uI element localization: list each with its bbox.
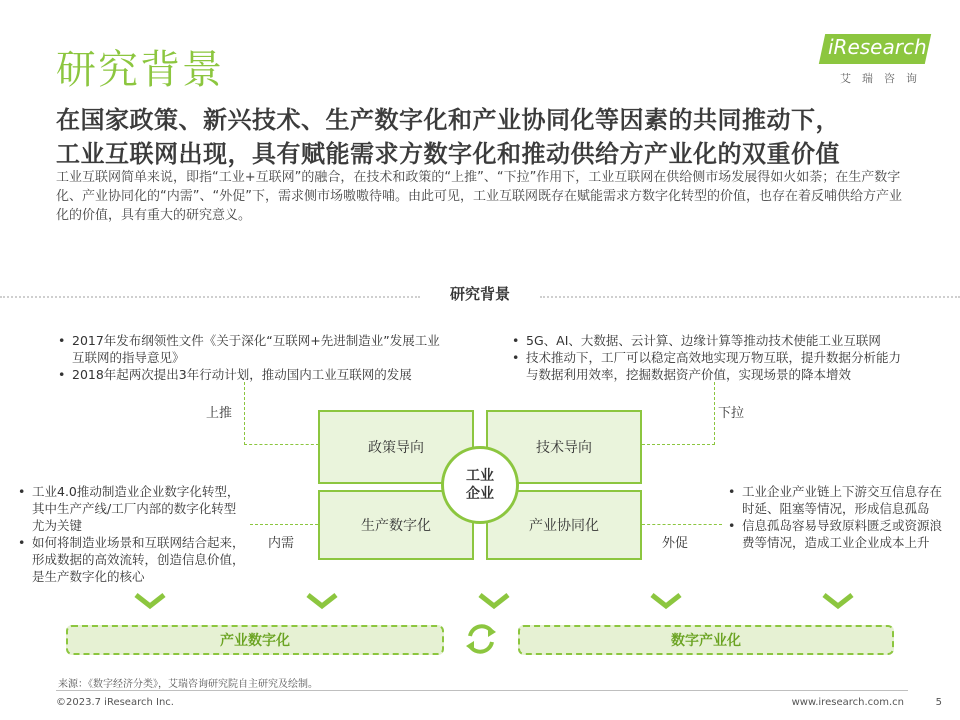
center-enterprise [441,446,519,524]
mid-right-bullets [726,483,944,551]
list-item: • 2018年起两次提出3年行动计划，推动国内工业互联网的发展 [56,366,444,383]
cycle-arrows-icon [462,620,500,658]
mid-left-bullets [16,483,246,585]
connector-outer [642,524,722,525]
section-divider-right [540,296,960,298]
list-item: • 工业4.0推动制造业企业数字化转型，其中生产产线/工厂内部的数字化转型尤为关键 [16,483,246,534]
list-item: • 工业企业产业链上下游交互信息存在时延、阻塞等情况，形成信息孤岛 [726,483,944,517]
chevron-down-icon [650,592,682,610]
band-right-label: 数字产业化 [671,633,741,649]
page-number: 5 [935,697,942,708]
connector-pull-down [642,382,715,445]
website-url: www.iresearch.com.cn [791,697,904,708]
footer-divider [56,690,908,691]
quad-production-label: 生产数字化 [361,518,431,534]
chevron-down-icon [478,592,510,610]
copyright: ©2023.7 iResearch Inc. [56,697,174,708]
top-right-bullets [510,332,910,383]
list-item: • 技术推动下，工厂可以稳定高效地实现万物互联，提升数据分析能力与数据利用效率，挖掘数据资产价值，实现场景的降本增效 [510,349,910,383]
center-line-2: 企业 [466,486,494,502]
label-push-up: 上推 [206,406,233,421]
intro-paragraph: 工业互联网简单来说，即指“工业+互联网”的融合，在技术和政策的“上推”、“下拉”作用下，工业互联网在供给侧市场发展得如火如荼；在生产数字化、产业协同化的“内需”、“外促”下，需求侧市场嗷嗷待哺。由此可见，工业互联网既存在赋能需求方数字化转型的价值，也存在着反哺供给方产业化的价值，具有重大的研究意义。 [56,170,902,223]
page-title: 研究背景 [56,47,224,93]
chevron-down-icon [134,592,166,610]
list-item: • 2017年发布纲领性文件《关于深化“互联网+先进制造业”发展工业互联网的指导意见》 [56,332,444,366]
subtitle-line-1: 在国家政策、新兴技术、生产数字化和产业协同化等因素的共同推动下， [56,106,840,134]
band-left-label: 产业数字化 [220,633,290,649]
label-pull-down: 下拉 [718,406,745,421]
quad-tech-label: 技术导向 [536,440,592,456]
source-note: 来源：《数字经济分类》，艾瑞咨询研究院自主研究及绘制。 [58,679,318,690]
section-title: 研究背景 [420,283,540,304]
list-item: • 5G、AI、大数据、云计算、边缘计算等推动技术使能工业互联网 [510,332,910,349]
chevron-down-icon [822,592,854,610]
subtitle-line-2: 工业互联网出现，具有赋能需求方数字化和推动供给方产业化的双重价值 [56,140,840,168]
band-digital-industrialization [518,625,894,655]
center-line-1: 工业 [466,468,494,484]
list-item: • 如何将制造业场景和互联网结合起来，形成数据的高效流转，创造信息价值，是生产数字化的核心 [16,534,246,585]
connector-push-up [244,382,319,445]
list-item: • 信息孤岛容易导致原料匮乏或资源浪费等情况，造成工业企业成本上升 [726,517,944,551]
quad-policy-label: 政策导向 [368,440,424,456]
connector-inner [250,524,318,525]
band-industrial-digitization [66,625,444,655]
quad-industry-label: 产业协同化 [529,518,599,534]
top-left-bullets [56,332,444,383]
label-inner: 内需 [268,536,295,551]
logo-subtext: 艾瑞咨询 [840,72,928,85]
label-outer: 外促 [662,536,689,551]
section-divider-left [0,296,420,298]
logo-text: iResearch [828,35,927,59]
chevron-down-icon [306,592,338,610]
iresearch-logo [818,30,930,90]
